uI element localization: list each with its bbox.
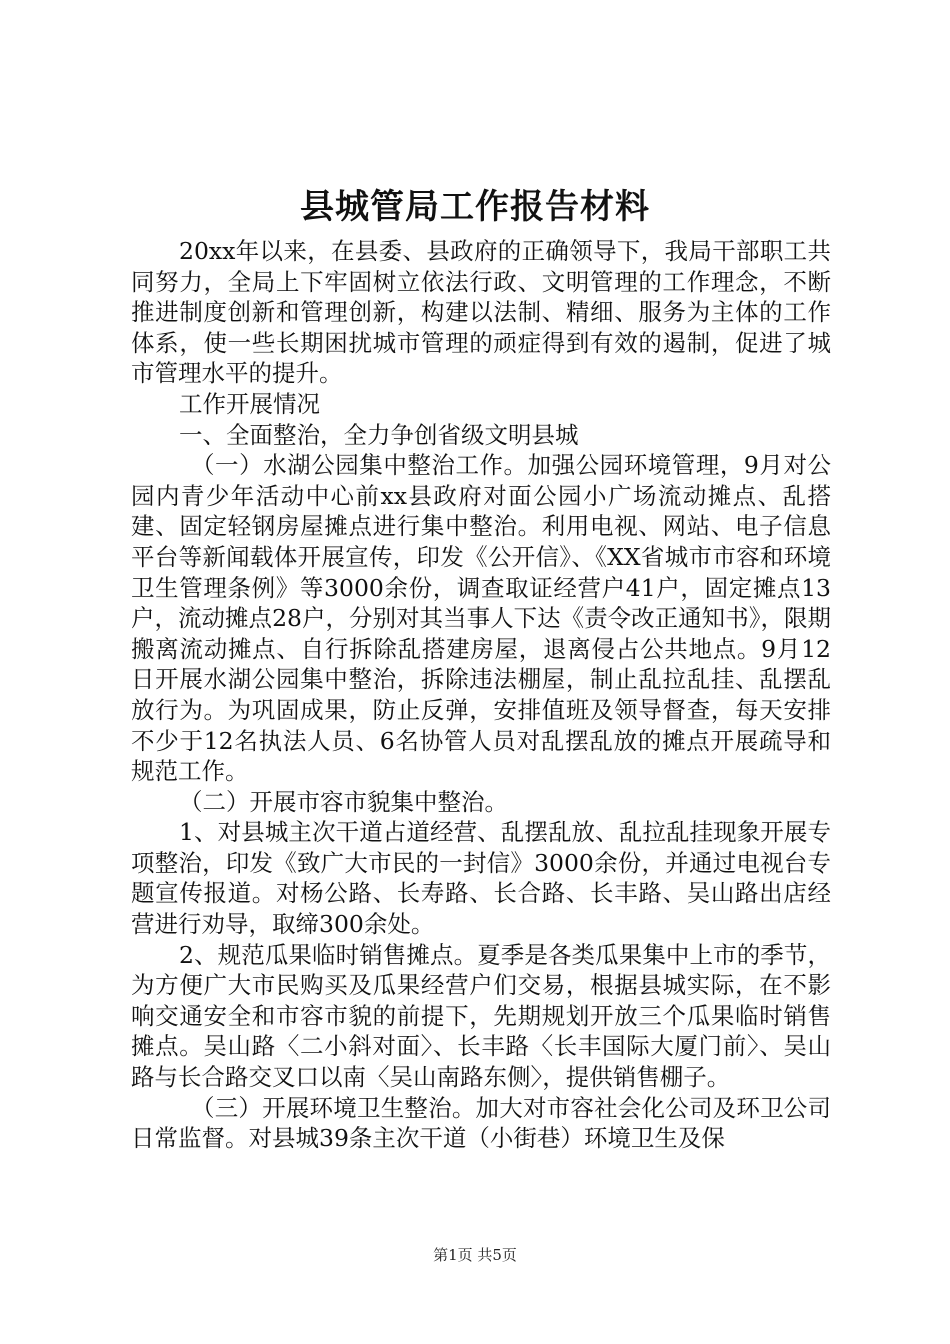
paragraph-item-1: 1、对县城主次干道占道经营、乱摆乱放、乱拉乱挂现象开展专项整治，印发《致广大市民的一封信》3000余份，并通过电视台专题宣传报道。对杨公路、长寿路、长合路、长丰路、吴山路出店经营进行劝导，取缔300余处。 (131, 818, 831, 939)
paragraph-subsection-2-heading: （二）开展市容市貌集中整治。 (179, 787, 508, 816)
paragraph-subsection-3: （三）开展环境卫生整治。加大对市容社会化公司及环卫公司日常监督。对县城39条主次干道（小街巷）环境卫生及保 (131, 1093, 831, 1153)
paragraph-section-overview: 工作开展情况 (179, 389, 320, 418)
page-footer: 第1页 共5页 (433, 1246, 517, 1264)
paragraph-intro: 20xx年以来，在县委、县政府的正确领导下，我局干部职工共同努力，全局上下牢固树立依法行政、文明管理的工作理念，不断推进制度创新和管理创新，构建以法制、精细、服务为主体的工作体系，使一些长期困扰城市管理的顽症得到有效的遏制，促进了城市管理水平的提升。 (131, 237, 831, 388)
document-body (131, 236, 831, 1154)
paragraph-subsection-1: （一）水湖公园集中整治工作。加强公园环境管理，9月对公园内青少年活动中心前xx县政府对面公园小广场流动摊点、乱搭建、固定轻钢房屋摊点进行集中整治。利用电视、网站、电子信息平台等新闻载体开展宣传，印发《公开信》、《XX省城市市容和环境卫生管理条例》等3000余份，调查取证经营户41户，固定摊点13户，流动摊点28户，分别对其当事人下达《责令改正通知书》，限期搬离流动摊点、自行拆除乱搭建房屋，退离侵占公共地点。9月12日开展水湖公园集中整治，拆除违法棚屋，制止乱拉乱挂、乱摆乱放行为。为巩固成果，防止反弹，安排值班及领导督查，每天安排不少于12名执法人员、6名协管人员对乱摆乱放的摊点开展疏导和规范工作。 (131, 451, 831, 786)
paragraph-item-2: 2、规范瓜果临时销售摊点。夏季是各类瓜果集中上市的季节，为方便广大市民购买及瓜果经营户们交易，根据县城实际，在不影响交通安全和市容市貌的前提下，先期规划开放三个瓜果临时销售摊点。吴山路〈二小斜对面〉、长丰路〈长丰国际大厦门前〉、吴山路与长合路交叉口以南〈吴山南路东侧〉，提供销售棚子。 (131, 940, 831, 1092)
paragraph-heading-1: 一、全面整治，全力争创省级文明县城 (179, 420, 579, 449)
document-title: 县城管局工作报告材料 (300, 187, 650, 227)
